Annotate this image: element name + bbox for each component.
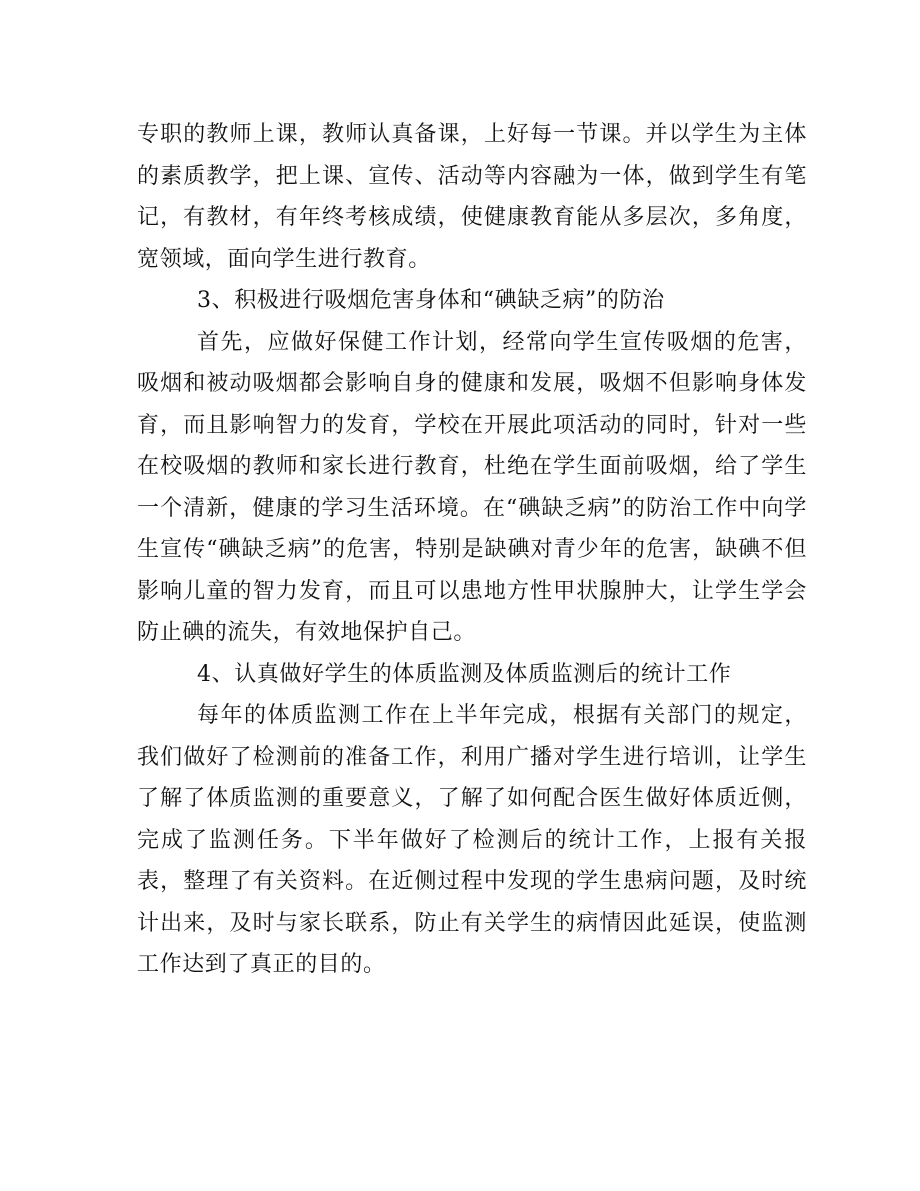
section-heading-4: 4、认真做好学生的体质监测及体质监测后的统计工作 bbox=[197, 661, 732, 687]
document-body bbox=[137, 114, 807, 986]
paragraph-continuation: 专职的教师上课，教师认真备课，上好每一节课。并以学生为主体的素质教学，把上课、宣传、活动等内容融为一体，做到学生有笔记，有教材，有年终考核成绩，使健康教育能从多层次，多角度，宽领域，面向学生进行教育。 bbox=[137, 122, 807, 272]
paragraph-smoking-iodine: 首先，应做好保健工作计划，经常向学生宣传吸烟的危害，吸烟和被动吸烟都会影响自身的健康和发展，吸烟不但影响身体发育，而且影响智力的发育，学校在开展此项活动的同时，针对一些在校吸烟的教师和家长进行教育，杜绝在学生面前吸烟，给了学生一个清新，健康的学习生活环境。在“碘缺乏病”的防治工作中向学生宣传“碘缺乏病”的危害，特别是缺碘对青少年的危害，缺碘不但影响儿童的智力发育，而且可以患地方性甲状腺肿大，让学生学会防止碘的流失，有效地保护自己。 bbox=[137, 329, 807, 645]
paragraph-physical-monitoring: 每年的体质监测工作在上半年完成，根据有关部门的规定，我们做好了检测前的准备工作，利用广播对学生进行培训，让学生了解了体质监测的重要意义，了解了如何配合医生做好体质近侧，完成了监测任务。下半年做好了检测后的统计工作，上报有关报表，整理了有关资料。在近侧过程中发现的学生患病问题，及时统计出来，及时与家长联系，防止有关学生的病情因此延误，使监测工作达到了真正的目的。 bbox=[137, 703, 807, 977]
section-heading-3: 3、积极进行吸烟危害身体和“碘缺乏病”的防治 bbox=[197, 288, 665, 313]
